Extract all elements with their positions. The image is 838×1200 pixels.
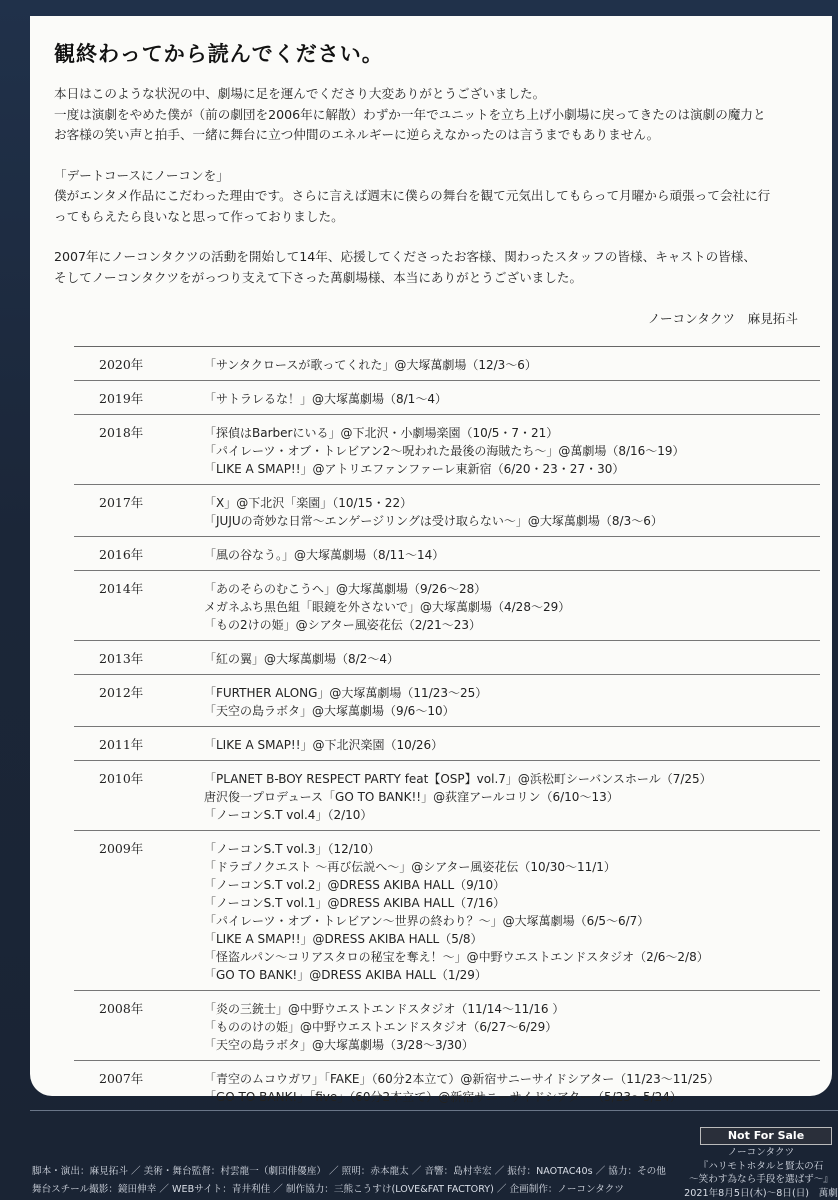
- history-works: [179, 1070, 820, 1106]
- history-works: [179, 770, 820, 824]
- history-row: [74, 674, 820, 726]
- work-entry: メガネふち黒色組「眼鏡を外さないで」@大塚萬劇場（4/28～29）: [204, 600, 571, 614]
- work-entry: 「あのそらのむこうへ」@大塚萬劇場（9/26～28）: [204, 582, 487, 596]
- work-entry: 「サンタクロースが歌ってくれた」@大塚萬劇場（12/3～6）: [204, 358, 537, 372]
- history-row: [74, 346, 820, 380]
- history-year: 2017年: [99, 495, 144, 510]
- history-works: [179, 356, 820, 374]
- work-entry: 「ノーコンS.T vol.2」@DRESS AKIBA HALL（9/10）: [204, 878, 506, 892]
- history-row: [74, 726, 820, 760]
- history-row: [74, 414, 820, 484]
- credits-line: 舞台スチール撮影：鏡田伸幸 ／ WEBサイト：青井利佳 ／ 制作協力：三熊こうすけ(LOVE&FAT FACTORY) ／ 企画制作：ノーコンタクツ: [32, 1184, 624, 1195]
- history-works: [179, 390, 820, 408]
- work-entry: 「LIKE A SMAP!!」@下北沢楽園（10/26）: [204, 738, 444, 752]
- history-row: [74, 536, 820, 570]
- work-entry: 「風の谷なう。」@大塚萬劇場（8/11～14）: [204, 548, 445, 562]
- history-row: [74, 830, 820, 990]
- history-year: 2010年: [99, 771, 144, 786]
- history-year: 2009年: [99, 841, 144, 856]
- history-works: [179, 736, 820, 754]
- message-line: 一度は演劇をやめた僕が（前の劇団を2006年に解散）わずか一年でユニットを立ち上げ小劇場に戻ってきたのは演劇の魔力と: [54, 106, 766, 122]
- work-entry: 「もののけの姫」@中野ウエストエンドスタジオ（6/27～6/29）: [204, 1020, 558, 1034]
- message-line: ってもらえたら良いなと思って作っておりました。: [54, 208, 344, 224]
- work-entry: 唐沢俊一プロデュース「GO TO BANK!!」@荻窪アールコリン（6/10～13）: [204, 790, 619, 804]
- work-entry: 「もの2けの姫」@シアター風姿花伝（2/21～23）: [204, 618, 482, 632]
- history-year: 2011年: [99, 737, 144, 752]
- work-entry: 「JUJUの奇妙な日常～エンゲージリングは受け取らない～」@大塚萬劇場（8/3～6）: [204, 514, 663, 528]
- message-line: 「デートコースにノーコンを」: [54, 167, 229, 183]
- work-entry: 「探偵はBarberにいる」@下北沢・小劇場楽園（10/5・7・21）: [204, 426, 559, 440]
- work-entry: 「ノーコンS.T vol.3」（12/10）: [204, 842, 381, 856]
- history-year: 2019年: [99, 391, 144, 406]
- message-line: 僕がエンタメ作品にこだわった理由です。さらに言えば週末に僕らの舞台を観て元気出してもらって月曜から頑張って会社に行: [54, 188, 771, 203]
- performance-info: [684, 1146, 838, 1200]
- history-year: 2020年: [99, 357, 144, 372]
- history-year: 2007年: [99, 1071, 144, 1086]
- work-entry: 「天空の島ラボタ」@大塚萬劇場（9/6～10）: [204, 704, 455, 718]
- message-line: お客様の笑い声と拍手、一緒に舞台に立つ仲間のエネルギーに逆らえなかったのは言うまでもありません。: [54, 127, 660, 142]
- message-line: 本日はこのような状況の中、劇場に足を運んでくださり大変ありがとうございました。: [54, 86, 546, 101]
- history-row: [74, 380, 820, 414]
- message-line: そしてノーコンタクツをがっつり支えて下さった萬劇場様、本当にありがとうございました。: [54, 269, 583, 285]
- work-entry: 「ノーコンS.T vol.1」@DRESS AKIBA HALL（7/16）: [204, 896, 506, 910]
- work-entry: 「GO TO BANK!」@DRESS AKIBA HALL（1/29）: [204, 968, 487, 982]
- work-entry: 「サトラレるな！」@大塚萬劇場（8/1～4）: [204, 392, 447, 406]
- history-works: [179, 1000, 820, 1054]
- history-works: [179, 840, 820, 984]
- info-line: ノーコンタクツ: [727, 1147, 795, 1158]
- history-works: [179, 494, 820, 530]
- info-line: 『ハリモトホタルと賢太の石: [698, 1160, 824, 1172]
- work-entry: 「LIKE A SMAP!!」@アトリエファンファーレ東新宿（6/20・23・27・30）: [204, 462, 625, 476]
- info-line: 2021年8月5日(木)～8日(日) 萬劇: [684, 1187, 838, 1199]
- work-entry: 「青空のムコウガワ」「FAKE」（60分2本立て）@新宿サニーサイドシアター（11/23～11/25）: [204, 1072, 720, 1086]
- work-entry: 「ドラゴノクエスト ～再び伝説へ～」@シアター風姿花伝（10/30～11/1）: [204, 860, 616, 874]
- history-works: [179, 424, 820, 478]
- history-year: 2008年: [99, 1001, 144, 1016]
- message-line: 2007年にノーコンタクツの活動を開始して14年、応援してくださったお客様、関わったスタッフの皆様、キャストの皆様、: [54, 249, 756, 264]
- performance-history: [74, 346, 820, 1112]
- history-year: 2013年: [99, 651, 144, 666]
- work-entry: 「炎の三銃士」@中野ウエストエンドスタジオ（11/14～11/16 ）: [204, 1002, 565, 1016]
- credits-line: 脚本・演出：麻見拓斗 ／ 美術・舞台監督：村雲龍一（劇団俳優座） ／ 照明：赤本龍太 ／ 音響：島村幸宏 ／ 振付：NAOTAC40s ／ 協力：その他: [32, 1166, 666, 1177]
- history-row: [74, 1060, 820, 1112]
- history-works: [179, 546, 820, 564]
- work-entry: 「パイレーツ・オブ・トレビアン～世界の終わり？～」@大塚萬劇場（6/5～6/7）: [204, 914, 650, 928]
- history-row: [74, 484, 820, 536]
- history-works: [179, 580, 820, 634]
- work-entry: 「紅の翼」@大塚萬劇場（8/2～4）: [204, 652, 399, 666]
- history-year: 2012年: [99, 685, 144, 700]
- history-year: 2018年: [99, 425, 144, 440]
- history-row: [74, 990, 820, 1060]
- work-entry: 「怪盗ルパン～コリアスタロの秘宝を奪え！～」@中野ウエストエンドスタジオ（2/6～2/8）: [204, 950, 709, 964]
- work-entry: 「天空の島ラボタ」@大塚萬劇場（3/28～3/30）: [204, 1038, 474, 1052]
- work-entry: 「LIKE A SMAP!!」@DRESS AKIBA HALL（5/8）: [204, 932, 483, 946]
- work-entry: 「ノーコンS.T vol.4」（2/10）: [204, 808, 373, 822]
- footer-divider: [30, 1110, 838, 1111]
- signature: ノーコンタクツ 麻見拓斗: [647, 311, 798, 326]
- work-entry: 「PLANET B-BOY RESPECT PARTY feat【OSP】vol.7」@浜松町シーバンスホール（7/25）: [204, 772, 712, 786]
- info-line: ～笑わす為なら手段を選ばず～』: [689, 1174, 833, 1185]
- history-works: [179, 650, 820, 668]
- work-entry: 「FURTHER ALONG」@大塚萬劇場（11/23～25）: [204, 686, 488, 700]
- history-year: 2014年: [99, 581, 144, 596]
- history-year: 2016年: [99, 547, 144, 562]
- history-row: [74, 640, 820, 674]
- history-row: [74, 760, 820, 830]
- not-for-sale-badge: Not For Sale: [700, 1127, 832, 1145]
- history-works: [179, 684, 820, 720]
- work-entry: 「パイレーツ・オブ・トレビアン2～呪われた最後の海賊たち～」@萬劇場（8/16～19）: [204, 444, 685, 458]
- staff-credits: [32, 1163, 692, 1199]
- message-body: [54, 84, 816, 288]
- history-row: [74, 570, 820, 640]
- work-entry: 「GO TO BANK!」「five」（60分2本立て）@新宿サニーサイドシアター（5/23～5/24）: [204, 1090, 682, 1104]
- work-entry: 「X」@下北沢「楽園」（10/15・22）: [204, 496, 413, 510]
- page-title: 観終わってから読んでください。: [54, 42, 384, 66]
- message-panel: [30, 16, 832, 1104]
